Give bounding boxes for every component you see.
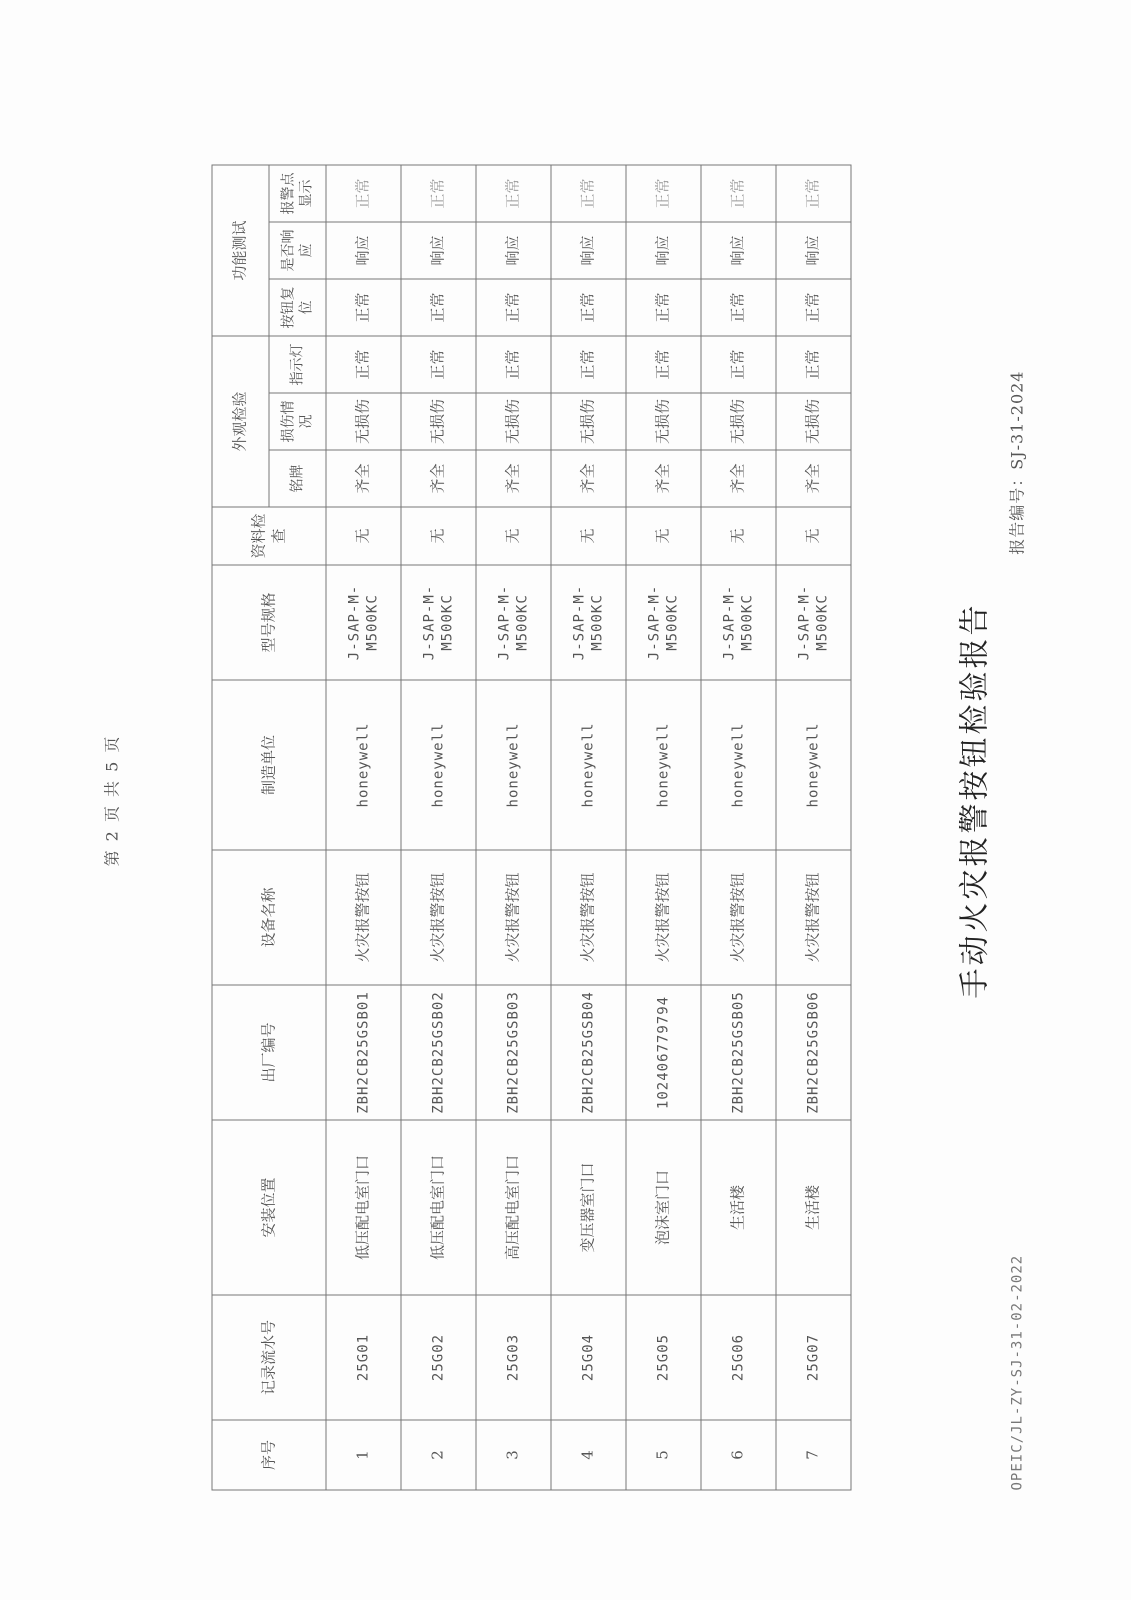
header-nameplate: 铭牌	[269, 450, 326, 507]
cell-alarm-display: 正常	[701, 165, 776, 222]
cell-seq: 7	[776, 1420, 851, 1490]
cell-seq: 3	[476, 1420, 551, 1490]
cell-record-no: 25G03	[476, 1295, 551, 1420]
cell-model: J-SAP-M-M500KC	[701, 565, 776, 680]
cell-maker: honeywell	[701, 680, 776, 850]
cell-seq: 2	[401, 1420, 476, 1490]
header-row-1	[212, 165, 269, 1490]
cell-nameplate: 齐全	[551, 450, 626, 507]
header-function: 功能测试	[212, 165, 269, 336]
cell-damage: 无损伤	[326, 393, 401, 450]
cell-record-no: 25G02	[401, 1295, 476, 1420]
cell-maker: honeywell	[476, 680, 551, 850]
cell-seq: 4	[551, 1420, 626, 1490]
cell-button-reset: 正常	[551, 279, 626, 336]
cell-factory-no: 102406779794	[626, 985, 701, 1120]
cell-location: 低压配电室门口	[326, 1120, 401, 1295]
header-factory-no: 出厂编号	[212, 985, 326, 1120]
header-device-name: 设备名称	[212, 850, 326, 985]
cell-alarm-display: 正常	[551, 165, 626, 222]
cell-damage: 无损伤	[776, 393, 851, 450]
cell-seq: 6	[701, 1420, 776, 1490]
header-appearance: 外观检验	[212, 336, 269, 507]
cell-location: 低压配电室门口	[401, 1120, 476, 1295]
form-code: OPEIC/JL-ZY-SJ-31-02-2022	[1009, 1254, 1026, 1490]
header-alarm-display: 报警点显示	[269, 165, 326, 222]
header-doc-check: 资料检查	[212, 507, 326, 565]
page-number: 第 2 页 共 5 页	[102, 734, 122, 866]
header-damage: 损伤情况	[269, 393, 326, 450]
cell-seq: 1	[326, 1420, 401, 1490]
header-seq: 序号	[212, 1420, 326, 1490]
cell-doc-check: 无	[401, 507, 476, 565]
table-row	[776, 165, 851, 1490]
cell-nameplate: 齐全	[701, 450, 776, 507]
header-maker: 制造单位	[212, 680, 326, 850]
cell-location: 生活楼	[776, 1120, 851, 1295]
cell-record-no: 25G01	[326, 1295, 401, 1420]
cell-device-name: 火灾报警按钮	[476, 850, 551, 985]
cell-button-reset: 正常	[476, 279, 551, 336]
cell-model: J-SAP-M-M500KC	[776, 565, 851, 680]
table-row	[626, 165, 701, 1490]
cell-button-reset: 正常	[701, 279, 776, 336]
cell-model: J-SAP-M-M500KC	[626, 565, 701, 680]
header-button-reset: 按钮复位	[269, 279, 326, 336]
cell-response: 响应	[626, 222, 701, 279]
cell-device-name: 火灾报警按钮	[326, 850, 401, 985]
cell-doc-check: 无	[551, 507, 626, 565]
cell-damage: 无损伤	[551, 393, 626, 450]
cell-alarm-display: 正常	[476, 165, 551, 222]
cell-maker: honeywell	[551, 680, 626, 850]
table-row	[701, 165, 776, 1490]
cell-device-name: 火灾报警按钮	[701, 850, 776, 985]
cell-nameplate: 齐全	[326, 450, 401, 507]
cell-factory-no: ZBH2CB25GSB03	[476, 985, 551, 1120]
cell-damage: 无损伤	[626, 393, 701, 450]
cell-seq: 5	[626, 1420, 701, 1490]
table-row	[401, 165, 476, 1490]
cell-location: 生活楼	[701, 1120, 776, 1295]
cell-button-reset: 正常	[626, 279, 701, 336]
cell-alarm-display: 正常	[401, 165, 476, 222]
cell-factory-no: ZBH2CB25GSB04	[551, 985, 626, 1120]
cell-nameplate: 齐全	[401, 450, 476, 507]
cell-response: 响应	[701, 222, 776, 279]
cell-nameplate: 齐全	[476, 450, 551, 507]
cell-location: 高压配电室门口	[476, 1120, 551, 1295]
cell-doc-check: 无	[326, 507, 401, 565]
cell-factory-no: ZBH2CB25GSB05	[701, 985, 776, 1120]
header-response: 是否响应	[269, 222, 326, 279]
cell-indicator: 正常	[626, 336, 701, 393]
cell-alarm-display: 正常	[626, 165, 701, 222]
cell-device-name: 火灾报警按钮	[401, 850, 476, 985]
cell-factory-no: ZBH2CB25GSB01	[326, 985, 401, 1120]
inspection-table	[212, 164, 852, 1490]
cell-maker: honeywell	[626, 680, 701, 850]
cell-model: J-SAP-M-M500KC	[476, 565, 551, 680]
cell-indicator: 正常	[401, 336, 476, 393]
cell-location: 泡沫室门口	[626, 1120, 701, 1295]
cell-record-no: 25G05	[626, 1295, 701, 1420]
header-location: 安装位置	[212, 1120, 326, 1295]
cell-damage: 无损伤	[701, 393, 776, 450]
cell-response: 响应	[476, 222, 551, 279]
cell-button-reset: 正常	[776, 279, 851, 336]
cell-indicator: 正常	[326, 336, 401, 393]
cell-device-name: 火灾报警按钮	[551, 850, 626, 985]
header-model: 型号规格	[212, 565, 326, 680]
cell-button-reset: 正常	[326, 279, 401, 336]
header-indicator: 指示灯	[269, 336, 326, 393]
cell-damage: 无损伤	[476, 393, 551, 450]
cell-alarm-display: 正常	[326, 165, 401, 222]
cell-response: 响应	[551, 222, 626, 279]
report-number: 报告编号：SJ-31-2024	[1007, 370, 1027, 555]
header-record-no: 记录流水号	[212, 1295, 326, 1420]
cell-maker: honeywell	[776, 680, 851, 850]
cell-model: J-SAP-M-M500KC	[326, 565, 401, 680]
cell-doc-check: 无	[476, 507, 551, 565]
cell-nameplate: 齐全	[626, 450, 701, 507]
cell-model: J-SAP-M-M500KC	[551, 565, 626, 680]
cell-indicator: 正常	[551, 336, 626, 393]
cell-factory-no: ZBH2CB25GSB06	[776, 985, 851, 1120]
cell-alarm-display: 正常	[776, 165, 851, 222]
cell-nameplate: 齐全	[776, 450, 851, 507]
document-title: 手动火灾报警按钮检验报告	[957, 602, 993, 998]
cell-response: 响应	[326, 222, 401, 279]
cell-maker: honeywell	[326, 680, 401, 850]
cell-model: J-SAP-M-M500KC	[401, 565, 476, 680]
cell-doc-check: 无	[776, 507, 851, 565]
cell-response: 响应	[401, 222, 476, 279]
cell-button-reset: 正常	[401, 279, 476, 336]
cell-indicator: 正常	[476, 336, 551, 393]
cell-device-name: 火灾报警按钮	[776, 850, 851, 985]
table-row	[326, 165, 401, 1490]
cell-location: 变压器室门口	[551, 1120, 626, 1295]
cell-doc-check: 无	[701, 507, 776, 565]
table-row	[551, 165, 626, 1490]
cell-factory-no: ZBH2CB25GSB02	[401, 985, 476, 1120]
cell-damage: 无损伤	[401, 393, 476, 450]
cell-record-no: 25G07	[776, 1295, 851, 1420]
cell-record-no: 25G06	[701, 1295, 776, 1420]
cell-indicator: 正常	[776, 336, 851, 393]
cell-record-no: 25G04	[551, 1295, 626, 1420]
cell-response: 响应	[776, 222, 851, 279]
cell-maker: honeywell	[401, 680, 476, 850]
cell-doc-check: 无	[626, 507, 701, 565]
table-row	[476, 165, 551, 1490]
cell-device-name: 火灾报警按钮	[626, 850, 701, 985]
cell-indicator: 正常	[701, 336, 776, 393]
